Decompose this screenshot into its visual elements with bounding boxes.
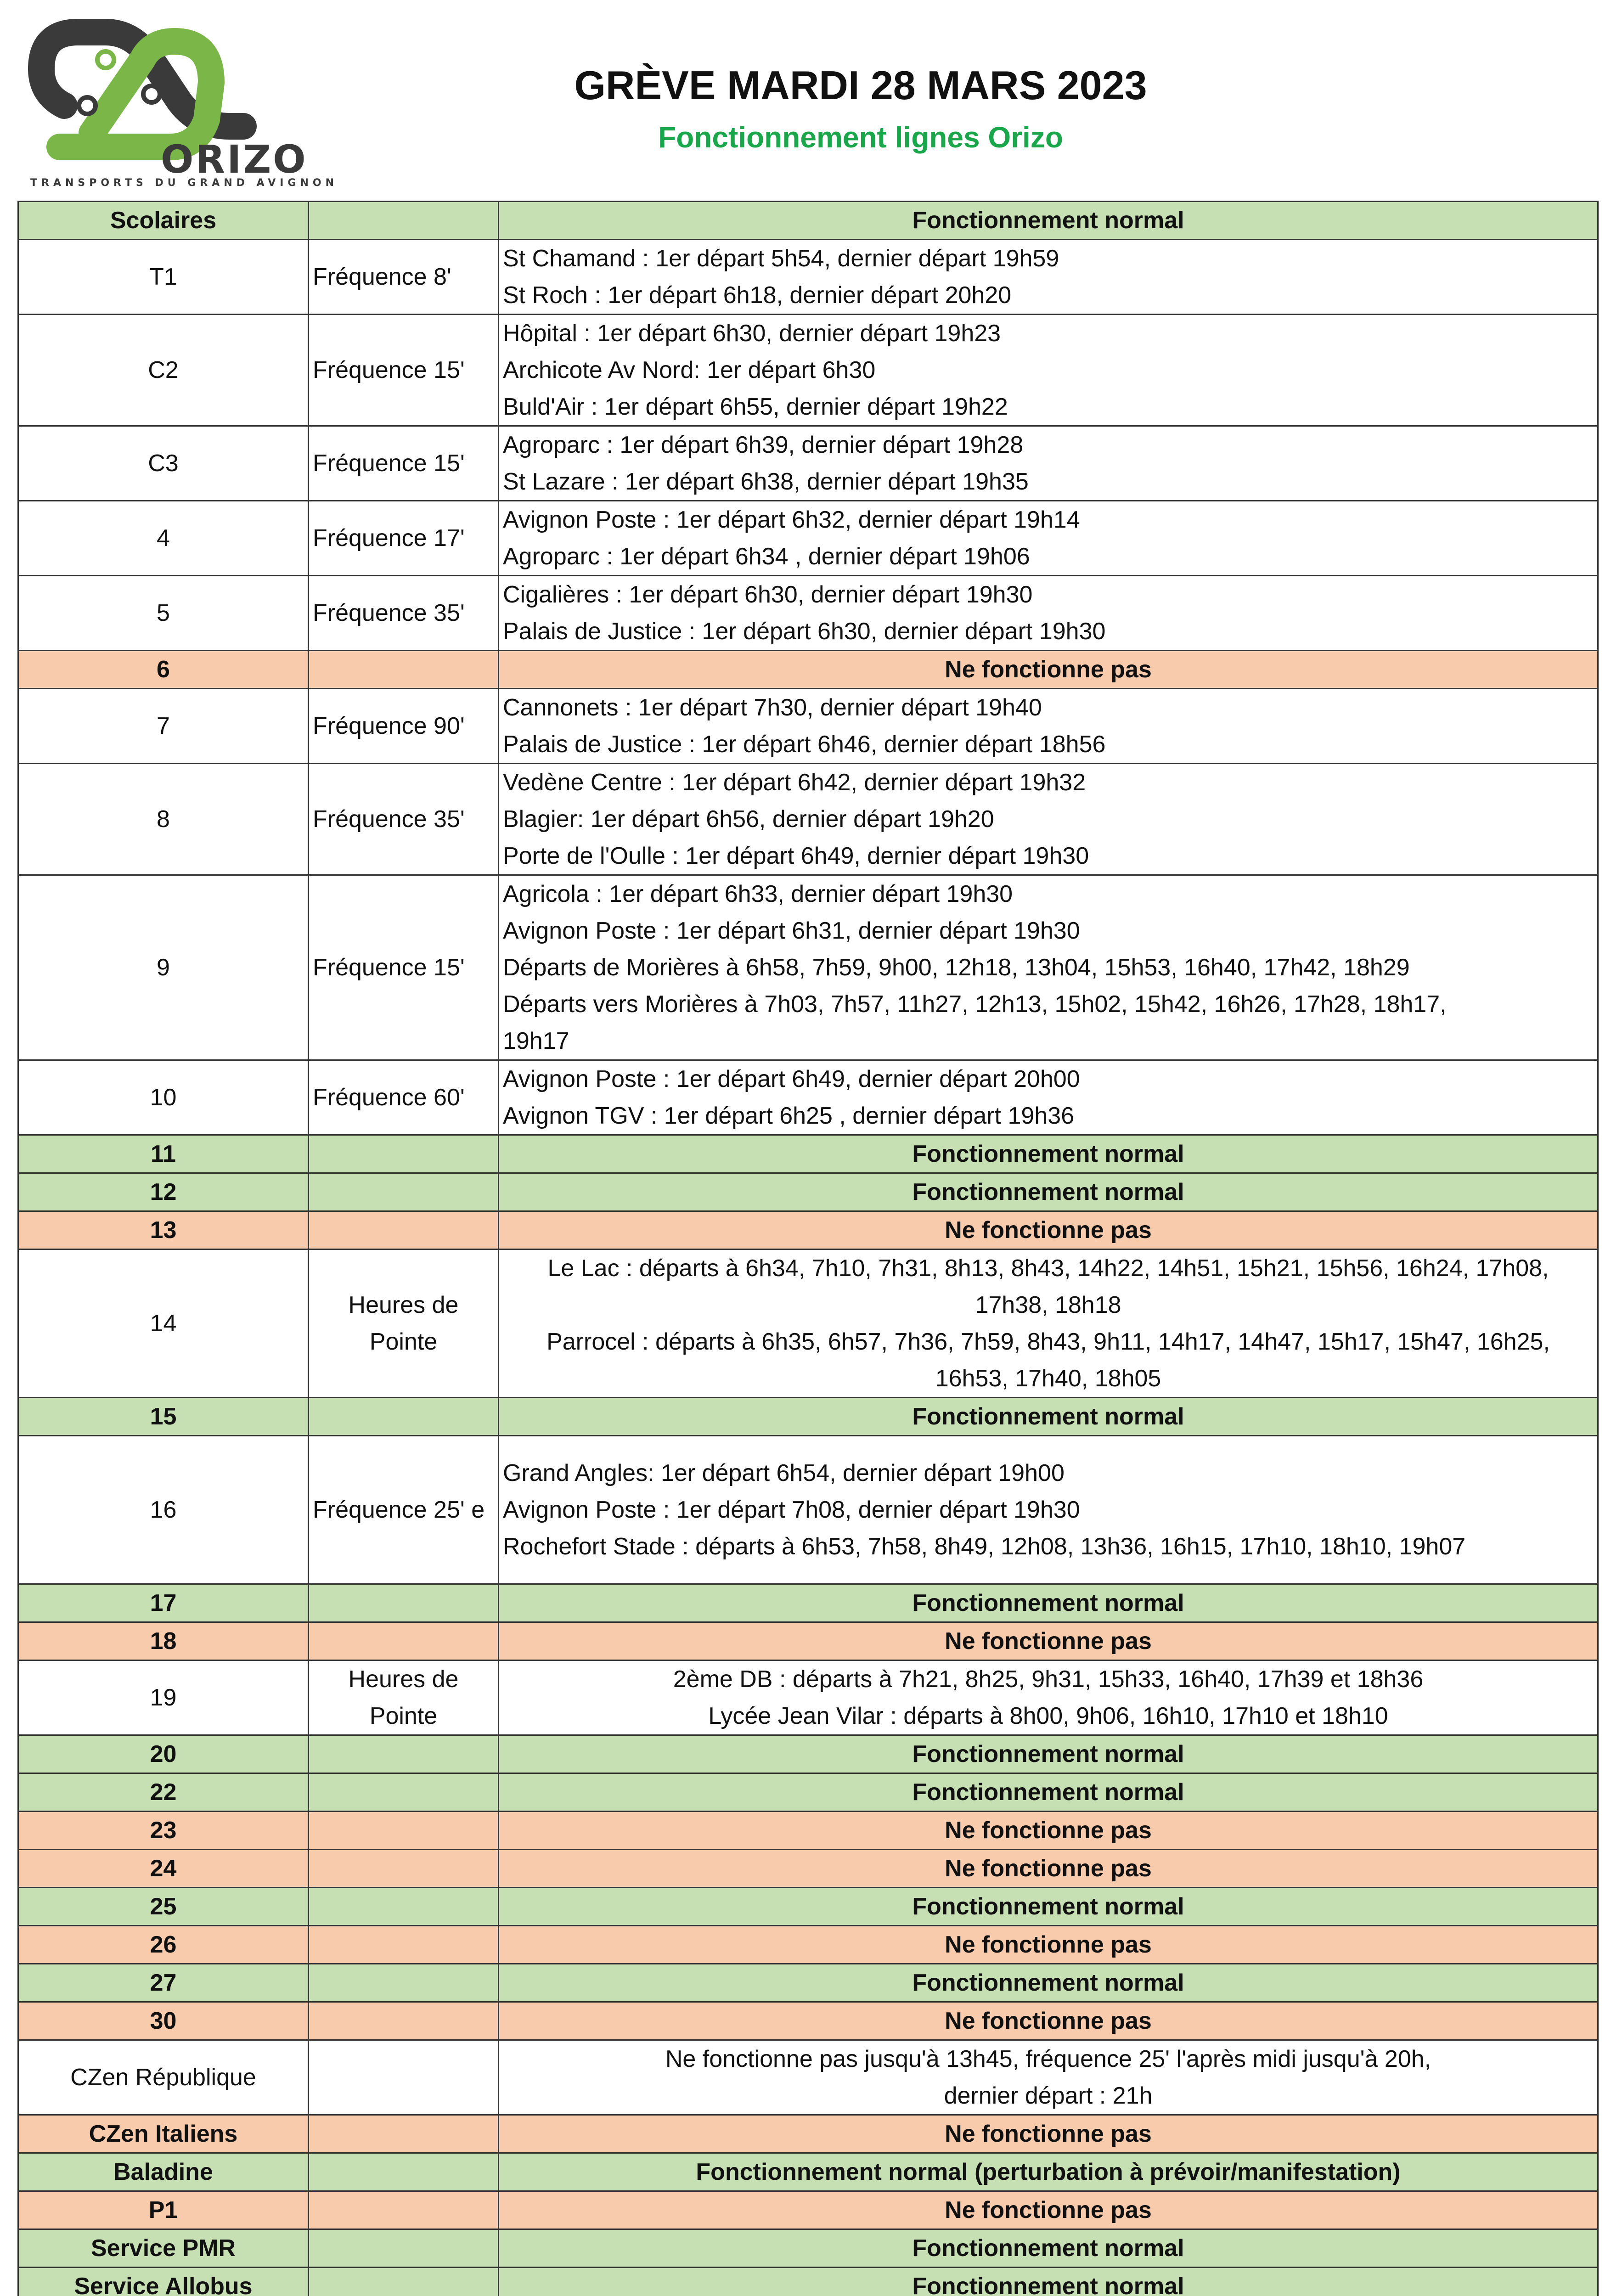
- table-row: [18, 1773, 1598, 1812]
- detail-line: Agroparc : 1er départ 6h34 , dernier départ 19h06: [503, 538, 1594, 575]
- details: [499, 1660, 1598, 1735]
- line-name: 26: [18, 1926, 309, 1964]
- details: [499, 689, 1598, 764]
- detail-line: Ne fonctionne pas: [503, 2116, 1594, 2152]
- detail-line: Fonctionnement normal: [503, 1774, 1594, 1811]
- detail-line: Fonctionnement normal: [503, 2268, 1594, 2296]
- frequency: Fréquence 15': [309, 426, 499, 501]
- detail-line: Cigalières : 1er départ 6h30, dernier départ 19h30: [503, 576, 1594, 613]
- frequency: [309, 2040, 499, 2115]
- frequency: Fréquence 35': [309, 576, 499, 651]
- detail-line: Ne fonctionne pas jusqu'à 13h45, fréquence 25' l'après midi jusqu'à 20h,: [503, 2041, 1594, 2077]
- line-name: 12: [18, 1173, 309, 1211]
- details: [499, 1173, 1598, 1211]
- details: [499, 2040, 1598, 2115]
- detail-line: Fonctionnement normal: [503, 2230, 1594, 2267]
- table-row: [18, 576, 1598, 651]
- table-row: [18, 2153, 1598, 2191]
- frequency: [309, 2268, 499, 2296]
- frequency: [309, 1926, 499, 1964]
- frequency: Heures de Pointe: [309, 1249, 499, 1398]
- line-name: 7: [18, 689, 309, 764]
- detail-line: 17h38, 18h18: [503, 1287, 1594, 1323]
- detail-line: Buld'Air : 1er départ 6h55, dernier départ 19h22: [503, 388, 1594, 425]
- details: [499, 1398, 1598, 1436]
- table-row: [18, 1926, 1598, 1964]
- detail-line: Lycée Jean Vilar : départs à 8h00, 9h06, 16h10, 17h10 et 18h10: [503, 1698, 1594, 1734]
- line-name: Service Allobus: [18, 2268, 309, 2296]
- line-name: 16: [18, 1436, 309, 1584]
- frequency: [309, 651, 499, 689]
- details: [499, 1436, 1598, 1584]
- line-name: 4: [18, 501, 309, 576]
- frequency: Fréquence 90': [309, 689, 499, 764]
- detail-line: Fonctionnement normal: [503, 1585, 1594, 1621]
- detail-line: Agricola : 1er départ 6h33, dernier départ 19h30: [503, 876, 1594, 912]
- frequency: [309, 1173, 499, 1211]
- detail-line: Cannonets : 1er départ 7h30, dernier départ 19h40: [503, 689, 1594, 726]
- table-row: [18, 501, 1598, 576]
- detail-line: Ne fonctionne pas: [503, 1926, 1594, 1963]
- frequency: [309, 1850, 499, 1888]
- detail-line: Grand Angles: 1er départ 6h54, dernier départ 19h00: [503, 1455, 1594, 1491]
- detail-line: Fonctionnement normal: [503, 1736, 1594, 1773]
- line-name: P1: [18, 2191, 309, 2229]
- table-row: [18, 1135, 1598, 1173]
- details: [499, 1211, 1598, 1249]
- detail-line: 19h17: [503, 1023, 1594, 1059]
- table-row: [18, 2191, 1598, 2229]
- frequency: [309, 2191, 499, 2229]
- frequency: Fréquence 17': [309, 501, 499, 576]
- line-name: CZen République: [18, 2040, 309, 2115]
- schedule-table: [17, 201, 1599, 2296]
- detail-line: Ne fonctionne pas: [503, 1212, 1594, 1249]
- detail-line: Ne fonctionne pas: [503, 651, 1594, 688]
- table-row: [18, 2268, 1598, 2296]
- details: [499, 2268, 1598, 2296]
- detail-line: St Roch : 1er départ 6h18, dernier départ 20h20: [503, 277, 1594, 314]
- detail-line: Avignon TGV : 1er départ 6h25 , dernier départ 19h36: [503, 1097, 1594, 1134]
- line-name: T1: [18, 240, 309, 315]
- detail-line: Blagier: 1er départ 6h56, dernier départ 19h20: [503, 801, 1594, 838]
- table-row: [18, 1060, 1598, 1135]
- details: [499, 501, 1598, 576]
- detail-line: Fonctionnement normal: [503, 1964, 1594, 2001]
- line-name: 6: [18, 651, 309, 689]
- frequency: [309, 1964, 499, 2002]
- table-row: [18, 1812, 1598, 1850]
- table-row: [18, 651, 1598, 689]
- frequency: [309, 1812, 499, 1850]
- frequency: Fréquence 60': [309, 1060, 499, 1135]
- detail-line: Ne fonctionne pas: [503, 1850, 1594, 1887]
- line-name: Service PMR: [18, 2229, 309, 2268]
- detail-line: Fonctionnement normal: [503, 1174, 1594, 1210]
- details: [499, 1812, 1598, 1850]
- line-name: C3: [18, 426, 309, 501]
- header-scolaires: Scolaires: [18, 202, 309, 240]
- details: [499, 1773, 1598, 1812]
- frequency: [309, 1584, 499, 1622]
- detail-line: Ne fonctionne pas: [503, 2192, 1594, 2228]
- detail-line: Ne fonctionne pas: [503, 1623, 1594, 1660]
- detail-line: St Lazare : 1er départ 6h38, dernier départ 19h35: [503, 463, 1594, 500]
- frequency: [309, 2002, 499, 2040]
- details: [499, 1850, 1598, 1888]
- frequency: [309, 1735, 499, 1773]
- frequency: [309, 1773, 499, 1812]
- details: [499, 2191, 1598, 2229]
- details: [499, 1060, 1598, 1135]
- detail-line: St Chamand : 1er départ 5h54, dernier départ 19h59: [503, 240, 1594, 277]
- line-name: 23: [18, 1812, 309, 1850]
- detail-line: Avignon Poste : 1er départ 6h49, dernier départ 20h00: [503, 1061, 1594, 1097]
- detail-line: Départs vers Morières à 7h03, 7h57, 11h27, 12h13, 15h02, 15h42, 16h26, 17h28, 18h17,: [503, 986, 1594, 1023]
- table-row: [18, 240, 1598, 315]
- table-row: [18, 689, 1598, 764]
- details: [499, 1964, 1598, 2002]
- line-name: 20: [18, 1735, 309, 1773]
- table-row: [18, 1436, 1598, 1584]
- line-name: 30: [18, 2002, 309, 2040]
- header-status: Fonctionnement normal: [499, 202, 1598, 240]
- line-name: 15: [18, 1398, 309, 1436]
- detail-line: Parrocel : départs à 6h35, 6h57, 7h36, 7h59, 8h43, 9h11, 14h17, 14h47, 15h17, 15h47, 16h25,: [503, 1323, 1594, 1360]
- line-name: 11: [18, 1135, 309, 1173]
- details: [499, 764, 1598, 875]
- frequency: [309, 2153, 499, 2191]
- line-name: 27: [18, 1964, 309, 2002]
- frequency: [309, 1622, 499, 1660]
- line-name: 18: [18, 1622, 309, 1660]
- detail-line: Hôpital : 1er départ 6h30, dernier départ 19h23: [503, 315, 1594, 352]
- details: [499, 1135, 1598, 1173]
- detail-line: Ne fonctionne pas: [503, 2003, 1594, 2039]
- logo-name: ORIZO: [161, 137, 308, 182]
- header-empty: [309, 202, 499, 240]
- frequency: [309, 2115, 499, 2153]
- line-name: CZen Italiens: [18, 2115, 309, 2153]
- logo-tagline: TRANSPORTS DU GRAND AVIGNON: [30, 177, 338, 189]
- details: [499, 875, 1598, 1060]
- detail-line: Archicote Av Nord: 1er départ 6h30: [503, 352, 1594, 388]
- table-row: [18, 1888, 1598, 1926]
- detail-line: Fonctionnement normal (perturbation à prévoir/manifestation): [503, 2154, 1594, 2190]
- details: [499, 315, 1598, 426]
- line-name: 13: [18, 1211, 309, 1249]
- details: [499, 2115, 1598, 2153]
- details: [499, 1622, 1598, 1660]
- details: [499, 240, 1598, 315]
- table-row: [18, 426, 1598, 501]
- table-row: [18, 1622, 1598, 1660]
- table-row: [18, 2229, 1598, 2268]
- line-name: 19: [18, 1660, 309, 1735]
- table-row: [18, 1735, 1598, 1773]
- page-title: GRÈVE MARDI 28 MARS 2023: [0, 62, 1611, 109]
- frequency: [309, 1211, 499, 1249]
- details: [499, 576, 1598, 651]
- table-row: [18, 875, 1598, 1060]
- detail-line: Départs de Morières à 6h58, 7h59, 9h00, 12h18, 13h04, 15h53, 16h40, 17h42, 18h29: [503, 949, 1594, 986]
- table-header-row: [18, 202, 1598, 240]
- frequency: Fréquence 15': [309, 315, 499, 426]
- frequency: [309, 2229, 499, 2268]
- detail-line: Palais de Justice : 1er départ 6h46, dernier départ 18h56: [503, 726, 1594, 763]
- detail-line: Avignon Poste : 1er départ 7h08, dernier départ 19h30: [503, 1491, 1594, 1528]
- detail-line: Palais de Justice : 1er départ 6h30, dernier départ 19h30: [503, 613, 1594, 650]
- frequency: Fréquence 15': [309, 875, 499, 1060]
- details: [499, 1249, 1598, 1398]
- line-name: 22: [18, 1773, 309, 1812]
- schedule-table-body: [18, 202, 1598, 2296]
- table-row: [18, 2002, 1598, 2040]
- frequency: [309, 1888, 499, 1926]
- detail-line: Agroparc : 1er départ 6h39, dernier départ 19h28: [503, 427, 1594, 463]
- frequency: [309, 1398, 499, 1436]
- detail-line: 2ème DB : départs à 7h21, 8h25, 9h31, 15h33, 16h40, 17h39 et 18h36: [503, 1661, 1594, 1698]
- details: [499, 1926, 1598, 1964]
- line-name: 10: [18, 1060, 309, 1135]
- detail-line: 16h53, 17h40, 18h05: [503, 1360, 1594, 1397]
- table-row: [18, 2115, 1598, 2153]
- table-row: [18, 315, 1598, 426]
- table-row: [18, 1398, 1598, 1436]
- detail-line: Avignon Poste : 1er départ 6h32, dernier départ 19h14: [503, 501, 1594, 538]
- table-row: [18, 1211, 1598, 1249]
- frequency: Fréquence 35': [309, 764, 499, 875]
- line-name: 9: [18, 875, 309, 1060]
- table-row: [18, 2040, 1598, 2115]
- frequency: Fréquence 25' e: [309, 1436, 499, 1584]
- line-name: 24: [18, 1850, 309, 1888]
- detail-line: dernier départ : 21h: [503, 2077, 1594, 2114]
- detail-line: Fonctionnement normal: [503, 1136, 1594, 1172]
- line-name: 25: [18, 1888, 309, 1926]
- table-row: [18, 764, 1598, 875]
- line-name: 14: [18, 1249, 309, 1398]
- detail-line: Le Lac : départs à 6h34, 7h10, 7h31, 8h13, 8h43, 14h22, 14h51, 15h21, 15h56, 16h24, 17h08,: [503, 1250, 1594, 1287]
- table-row: [18, 1964, 1598, 2002]
- line-name: 17: [18, 1584, 309, 1622]
- detail-line: Vedène Centre : 1er départ 6h42, dernier départ 19h32: [503, 764, 1594, 801]
- detail-line: Ne fonctionne pas: [503, 1812, 1594, 1849]
- table-row: [18, 1173, 1598, 1211]
- details: [499, 2153, 1598, 2191]
- line-name: C2: [18, 315, 309, 426]
- frequency: [309, 1135, 499, 1173]
- detail-line: Fonctionnement normal: [503, 1398, 1594, 1435]
- details: [499, 426, 1598, 501]
- details: [499, 1584, 1598, 1622]
- table-row: [18, 1584, 1598, 1622]
- table-row: [18, 1660, 1598, 1735]
- detail-line: Rochefort Stade : départs à 6h53, 7h58, 8h49, 12h08, 13h36, 16h15, 17h10, 18h10, 19h07: [503, 1528, 1594, 1565]
- table-row: [18, 1249, 1598, 1398]
- line-name: 8: [18, 764, 309, 875]
- frequency: Heures de Pointe: [309, 1660, 499, 1735]
- details: [499, 1735, 1598, 1773]
- details: [499, 2002, 1598, 2040]
- detail-line: Fonctionnement normal: [503, 1888, 1594, 1925]
- line-name: 5: [18, 576, 309, 651]
- detail-line: Avignon Poste : 1er départ 6h31, dernier départ 19h30: [503, 912, 1594, 949]
- details: [499, 1888, 1598, 1926]
- line-name: Baladine: [18, 2153, 309, 2191]
- table-row: [18, 1850, 1598, 1888]
- details: [499, 651, 1598, 689]
- frequency: Fréquence 8': [309, 240, 499, 315]
- page-subtitle: Fonctionnement lignes Orizo: [0, 120, 1611, 154]
- details: [499, 2229, 1598, 2268]
- detail-line: Porte de l'Oulle : 1er départ 6h49, dernier départ 19h30: [503, 838, 1594, 874]
